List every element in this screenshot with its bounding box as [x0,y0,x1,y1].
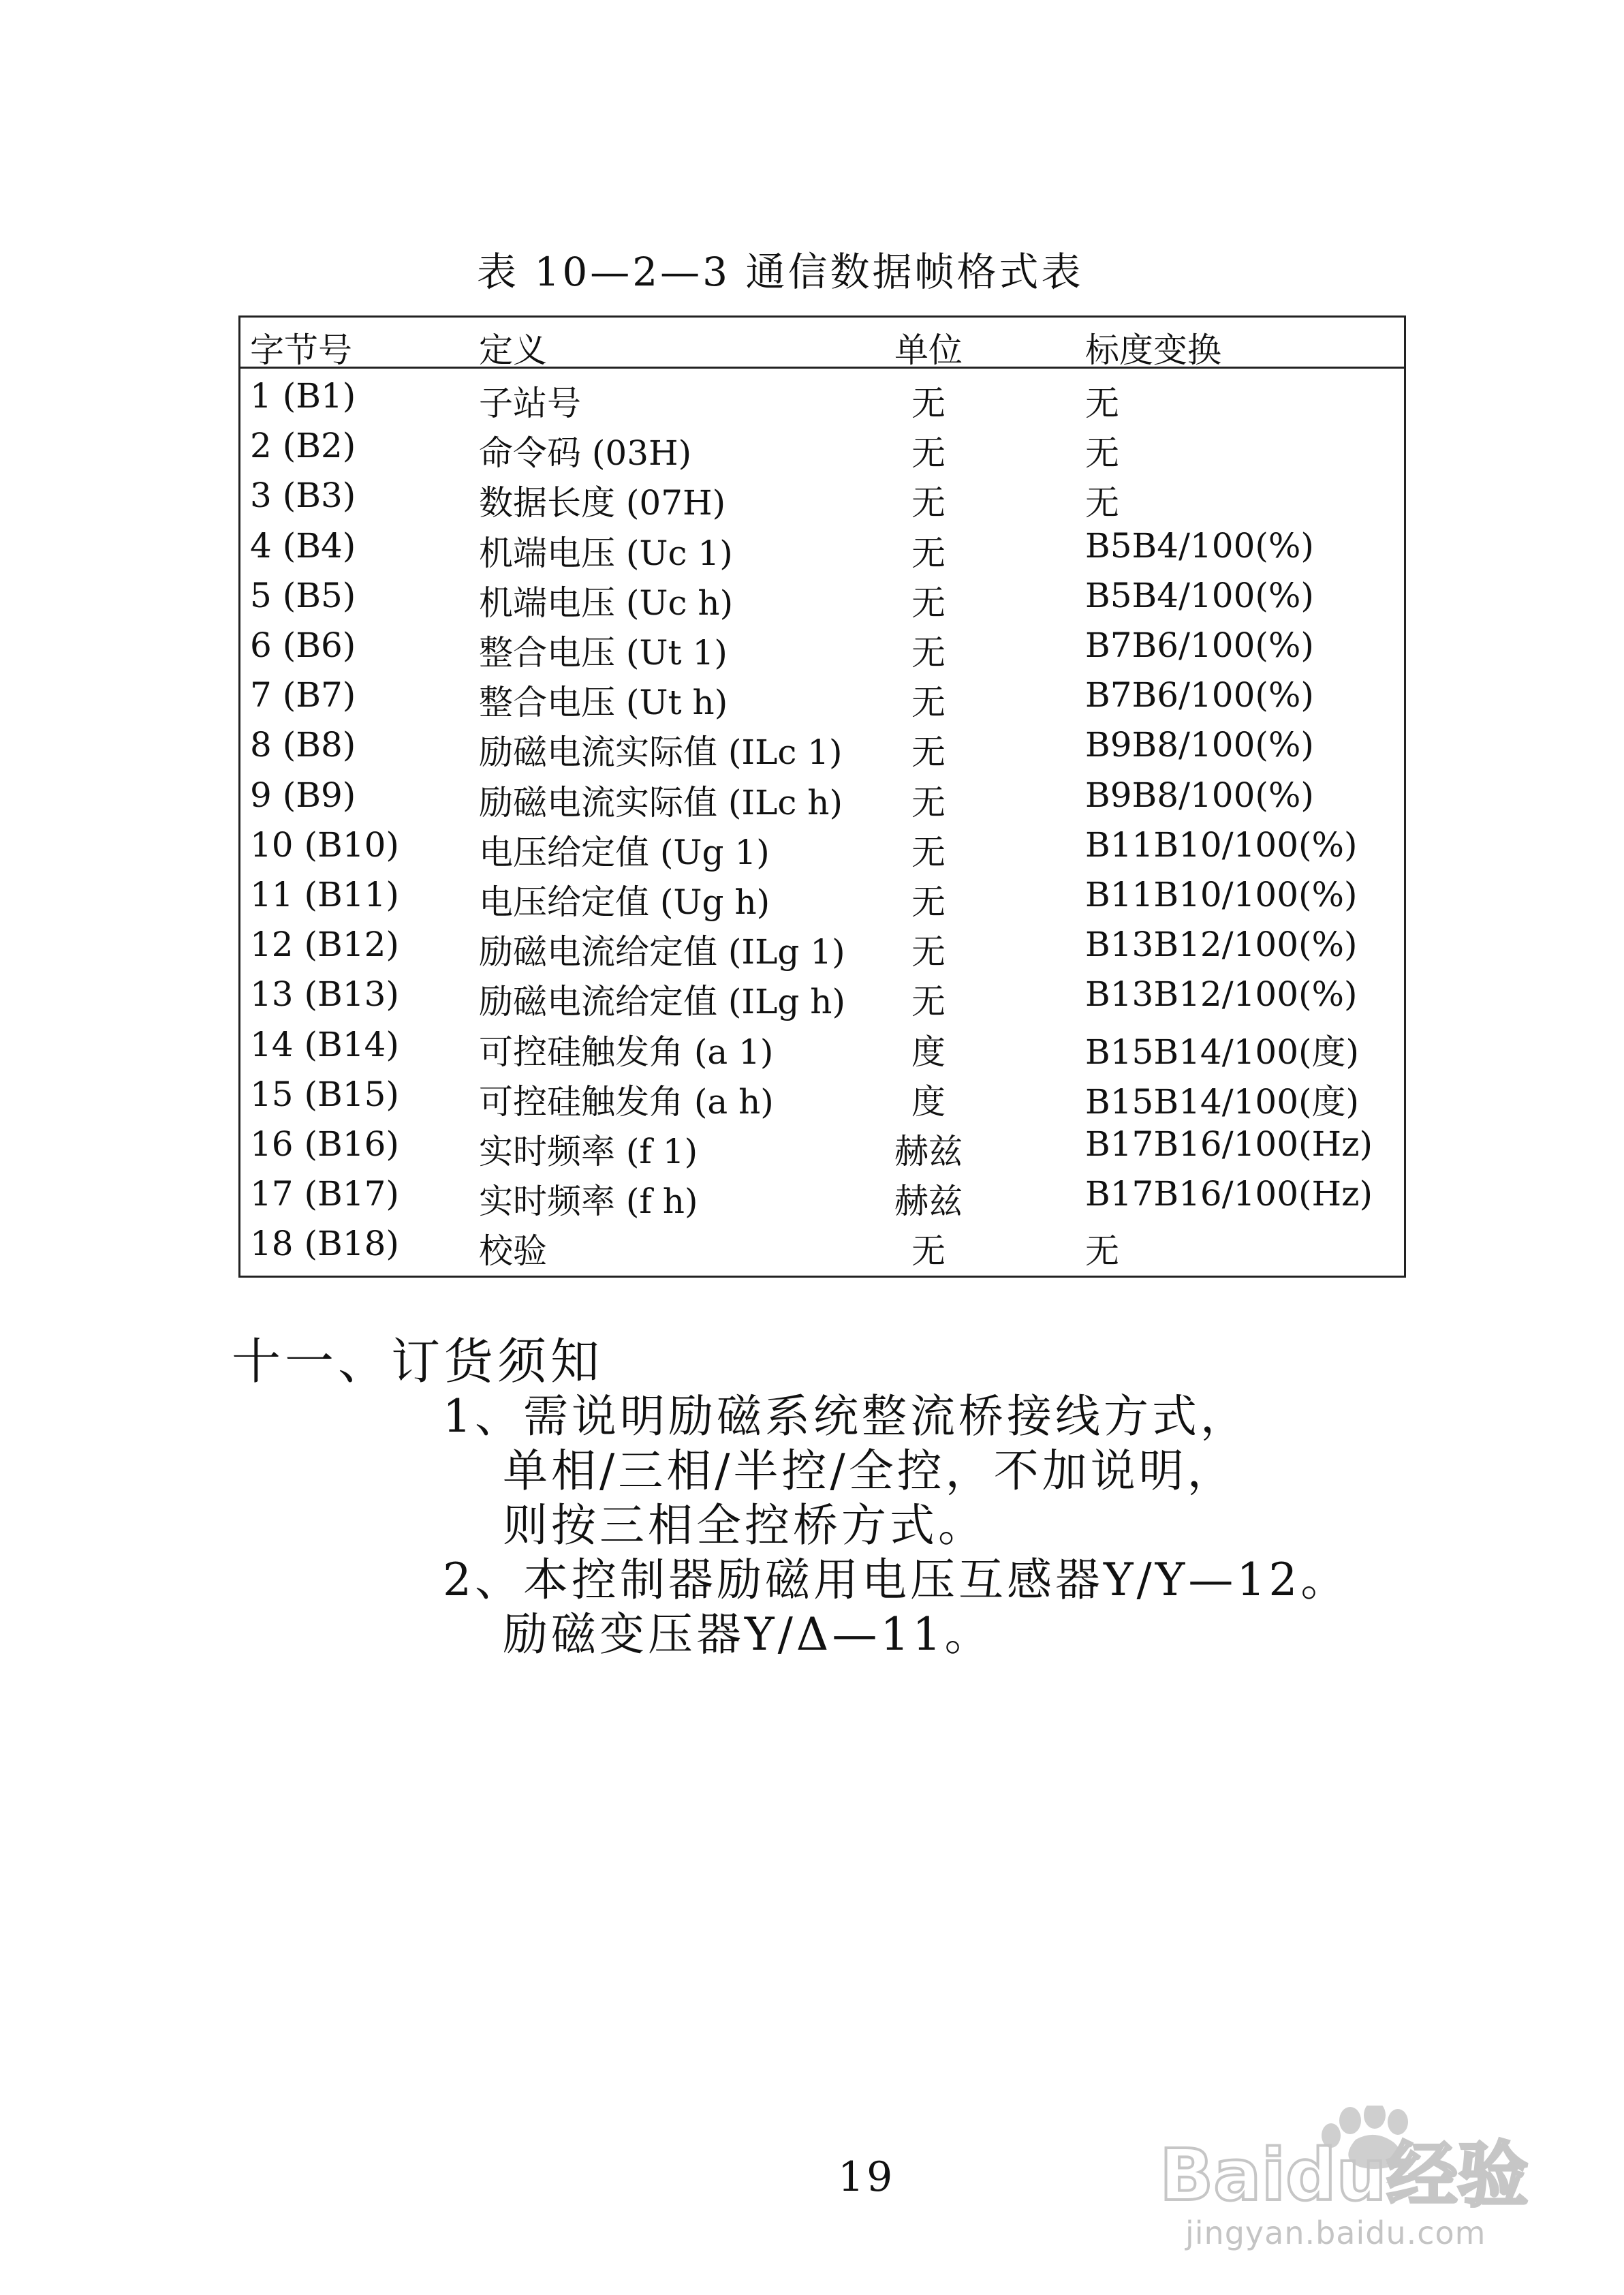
baidu-paw-logo [1158,2106,1540,2208]
cell-scale: B15B14/100(度) [1085,1081,1360,1122]
cell-scale: B5B4/100(%) [1085,525,1314,566]
note-1-line-2: 单相/三相/半控/全控，不加说明， [503,1445,1236,1497]
cell-unit: 无 [911,433,946,474]
cell-scale: B11B10/100(%) [1085,875,1358,914]
cell-unit: 无 [911,733,946,773]
cell-byte-number: 13 (B13) [250,974,399,1015]
cell-unit: 无 [911,982,946,1022]
cell-byte-number: 9 (B9) [250,775,356,815]
cell-definition: 可控硅触发角 (a h) [479,1081,774,1122]
cell-byte-number: 2 (B2) [250,426,356,466]
table-row [240,825,1404,876]
cell-unit: 赫兹 [894,1182,963,1222]
table-row [240,1025,1404,1075]
cell-byte-number: 16 (B16) [250,1124,399,1164]
cell-definition: 励磁电流给定值 (ILg h) [479,982,845,1022]
table-row [240,376,1404,427]
table-row [240,925,1404,975]
baidu-jingyan-watermark [1158,2106,1540,2269]
cell-unit: 无 [911,1231,946,1272]
cell-scale: B15B14/100(度) [1085,1032,1360,1072]
table-row [240,725,1404,775]
table-row [240,675,1404,726]
cell-byte-number: 14 (B14) [250,1024,399,1064]
cell-scale: B7B6/100(%) [1085,626,1314,665]
cell-definition: 可控硅触发角 (a 1) [479,1032,774,1072]
cell-unit: 无 [911,583,946,623]
cell-byte-number: 10 (B10) [250,825,399,865]
table-row [240,775,1404,826]
table-row [240,974,1404,1025]
cell-scale: B11B10/100(%) [1085,825,1358,865]
note-2-line-1: 2、本控制器励磁用电压互感器Y/Y—12。 [443,1554,1349,1606]
cell-unit: 度 [911,1081,946,1122]
cell-unit: 无 [911,533,946,573]
cell-definition: 整合电压 (Ut h) [479,683,728,723]
cell-unit: 无 [911,483,946,523]
cell-definition: 机端电压 (Uc h) [479,583,734,623]
table-row [240,1174,1404,1224]
cell-scale: B9B8/100(%) [1085,725,1314,765]
cell-scale: B7B6/100(%) [1085,675,1314,715]
table-row [240,626,1404,676]
cell-unit: 赫兹 [894,1132,963,1171]
data-frame-table [238,315,1406,1278]
cell-byte-number: 3 (B3) [250,476,356,516]
cell-definition: 校验 [479,1231,547,1272]
cell-byte-number: 17 (B17) [250,1174,399,1214]
header-unit: 单位 [894,330,963,370]
cell-definition: 子站号 [479,384,581,423]
cell-definition: 实时频率 (f h) [479,1182,698,1222]
watermark-logo-text: Baidu经验 [1159,2134,1529,2208]
cell-byte-number: 12 (B12) [250,925,399,965]
note-1-line-3: 则按三相全控桥方式。 [503,1499,986,1552]
cell-definition: 励磁电流实际值 (ILc 1) [479,733,843,773]
table-row [240,576,1404,626]
cell-definition: 电压给定值 (Ug 1) [479,832,770,872]
note-2-line-2: 励磁变压器Y/Δ—11。 [503,1608,993,1661]
cell-byte-number: 5 (B5) [250,575,356,615]
table-row [240,1075,1404,1125]
cell-scale: B17B16/100(Hz) [1085,1124,1373,1164]
cell-scale: B9B8/100(%) [1085,775,1314,815]
cell-definition: 整合电压 (Ut 1) [479,633,728,673]
cell-unit: 无 [911,384,946,423]
cell-unit: 度 [911,1032,946,1072]
cell-scale: B13B12/100(%) [1085,925,1358,965]
cell-unit: 无 [911,832,946,872]
cell-definition: 电压给定值 (Ug h) [479,882,770,922]
cell-unit: 无 [911,932,946,972]
cell-scale: B13B12/100(%) [1085,974,1358,1015]
cell-byte-number: 15 (B15) [250,1074,399,1114]
table-row [240,526,1404,576]
cell-byte-number: 18 (B18) [250,1224,399,1264]
header-definition: 定义 [479,330,547,370]
cell-scale: 无 [1085,483,1119,523]
table-caption: 表 10—2—3 通信数据帧格式表 [477,249,1084,295]
note-1-line-1: 1、需说明励磁系统整流桥接线方式， [443,1390,1249,1443]
cell-byte-number: 11 (B11) [250,875,399,914]
cell-scale: 无 [1085,433,1119,474]
table-row [240,875,1404,925]
cell-definition: 数据长度 (07H) [479,483,726,523]
header-byte-number: 字节号 [250,330,352,370]
cell-definition: 机端电压 (Uc 1) [479,533,733,573]
cell-definition: 励磁电流实际值 (ILc h) [479,782,843,822]
cell-definition: 励磁电流给定值 (ILg 1) [479,932,845,972]
cell-definition: 实时频率 (f 1) [479,1132,698,1171]
page-number: 19 [838,2153,896,2201]
cell-scale: B5B4/100(%) [1085,575,1314,615]
cell-scale: 无 [1085,384,1119,423]
header-scale: 标度变换 [1085,330,1221,370]
cell-unit: 无 [911,782,946,822]
table-row [240,1124,1404,1175]
cell-unit: 无 [911,882,946,922]
cell-byte-number: 7 (B7) [250,675,356,715]
cell-definition: 命令码 (03H) [479,433,692,474]
table-row [240,1224,1404,1274]
cell-byte-number: 8 (B8) [250,725,356,765]
cell-scale: 无 [1085,1231,1119,1272]
cell-unit: 无 [911,683,946,723]
cell-unit: 无 [911,633,946,673]
section-title: 十一、订货须知 [232,1333,604,1390]
table-row [240,426,1404,476]
table-row [240,476,1404,526]
watermark-url: jingyan.baidu.com [1185,2215,1486,2251]
cell-scale: B17B16/100(Hz) [1085,1174,1373,1214]
cell-byte-number: 4 (B4) [250,525,356,566]
table-header-row [240,318,1404,369]
cell-byte-number: 1 (B1) [250,376,356,416]
cell-byte-number: 6 (B6) [250,626,356,665]
